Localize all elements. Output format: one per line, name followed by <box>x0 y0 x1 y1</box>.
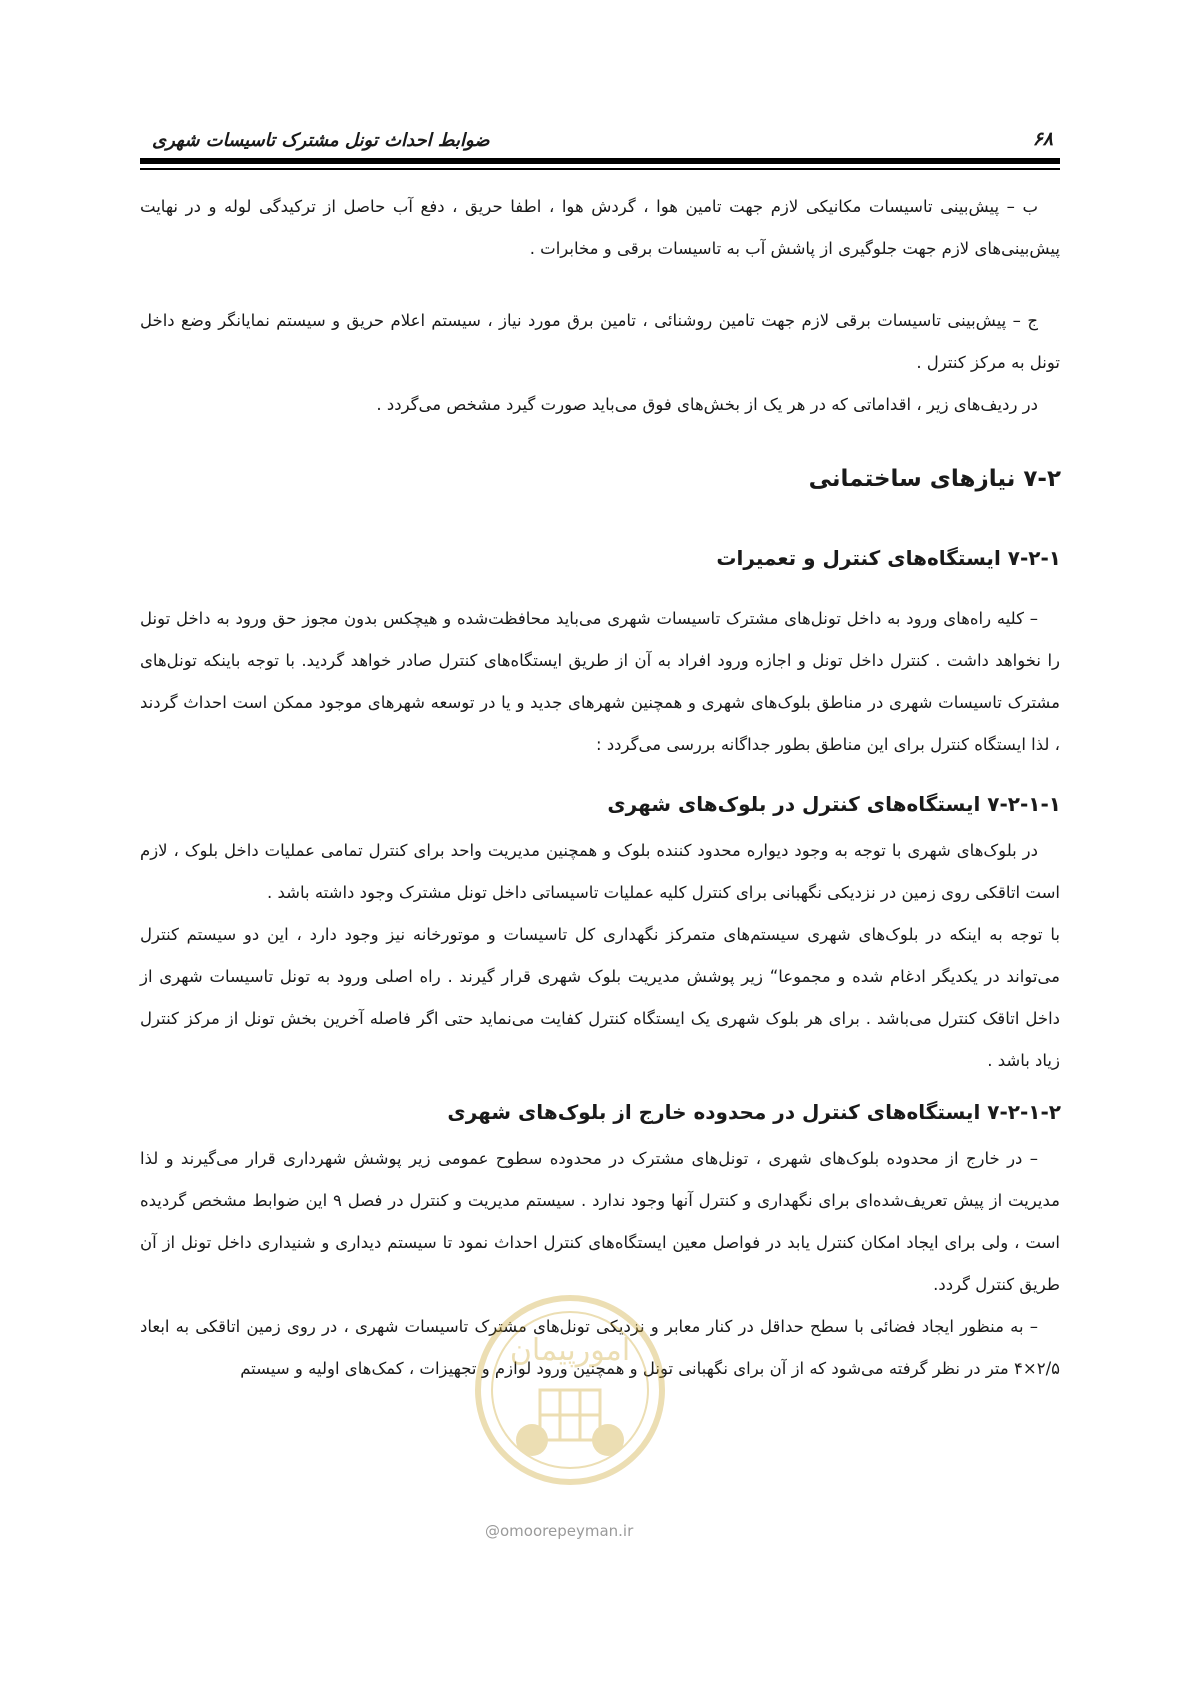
heading-7-2: ۷-۲ نیازهای ساختمانی <box>808 466 1061 492</box>
header-rule-thick <box>140 158 1060 164</box>
watermark-logo <box>470 1290 670 1500</box>
section-outside-blocks-text-a: – در خارج از محدوده بلوک‌های شهری ، تونل‌های مشترک در محدوده سطوح عمومی زیر پوشش شهرداری قرار می‌گیرند و لذا مدیریت از پیش تعریف‌شده‌ای برای نگهداری و کنترل آنها وجود ندارد . سیستم مدیریت و کنترل در فصل ۹ این ضوابط مشخص گردیده است ، ولی برای ایجاد امکان کنترل یابد در فواصل معین ایستگاه‌های کنترل احداث نمود تا سیستم دیداری و شنیداری داخل تونل از آن طریق کنترل گردد. <box>140 1149 1061 1294</box>
watermark-text: امورپیمان <box>509 1333 631 1368</box>
paragraph-intro-rows: در ردیف‌های زیر ، اقداماتی که در هر یک از بخش‌های فوق می‌باید صورت گیرد مشخص می‌گردد . <box>376 395 1038 414</box>
watermark-url: @omoorepeyman.ir <box>485 1522 634 1540</box>
heading-7-2-1-2: ۷-۲-۱-۲ ایستگاه‌های کنترل در محدوده خارج از بلوک‌های شهری <box>447 1100 1061 1124</box>
running-header-title: ضوابط احداث تونل مشترک تاسیسات شهری <box>152 130 490 151</box>
section-urban-blocks-text-a: در بلوک‌های شهری با توجه به وجود دیواره محدود کننده بلوک و همچنین مدیریت واحد برای کنترل تمامی عملیات داخل بلوک ، لازم است اتاقکی روی زمین در نزدیکی نگهبانی برای کنترل کلیه عملیات تاسیساتی داخل تونل مشترک وجود داشته باشد . <box>140 841 1060 902</box>
section-outside-blocks-text-b: – به منظور ایجاد فضائی با سطح حداقل در کنار معابر و نزدیکی تونل‌های مشترک تاسیسات شهری ، در روی زمین اتاقکی به ابعاد ۲/۵×۴ متر در نظر گرفته می‌شود که از آن برای نگهبانی تونل و همچنین ورود لوازم و تجهیزات ، کمک‌های اولیه و سیستم <box>140 1317 1060 1378</box>
heading-7-2-1-1: ۷-۲-۱-۱ ایستگاه‌های کنترل در بلوک‌های شهری <box>607 792 1061 816</box>
watermark-grid <box>540 1390 600 1440</box>
paragraph-mechanical: ب – پیش‌بینی تاسیسات مکانیکی لازم جهت تامین هوا ، گردش هوا ، اطفا حریق ، دفع آب حاصل از ترکیدگی لوله و در نهایت پیش‌بینی‌های لازم جهت جلوگیری از پاشش آب به تاسیسات برقی و مخابرات . <box>140 197 1060 258</box>
page-number: ۶۸ <box>1032 128 1053 150</box>
heading-7-2-1: ۷-۲-۱ ایستگاه‌های کنترل و تعمیرات <box>716 546 1061 570</box>
section-control-stations-text: – کلیه راه‌های ورود به داخل تونل‌های مشترک تاسیسات شهری می‌باید محافظت‌شده و هیچکس بدون مجوز حق ورود به داخل تونل را نخواهد داشت . کنترل داخل تونل و اجازه ورود افراد به آن از طریق ایستگاه‌های کنترل صادر خواهد گردید. با توجه باینکه تونل‌های مشترک تاسیسات شهری در مناطق بلوک‌های شهری و همچنین شهرهای جدید و یا در توسعه شهرهای موجود ممکن است احداث گردند ، لذا ایستگاه کنترل برای این مناطق بطور جداگانه بررسی می‌گردد : <box>140 609 1060 754</box>
paragraph-electrical: ج – پیش‌بینی تاسیسات برقی لازم جهت تامین روشنائی ، تامین برق مورد نیاز ، سیستم اعلام حریق و سیستم نمایانگر وضع داخل تونل به مرکز کنترل . <box>140 311 1060 372</box>
section-urban-blocks-text-b: با توجه به اینکه در بلوک‌های شهری سیستم‌های متمرکز نگهداری کل تاسیسات و موتورخانه نیز وجود دارد ، این دو سیستم کنترل می‌تواند در یکدیگر ادغام شده و مجموعا“ زیر پوشش مدیریت بلوک شهری قرار گیرند . راه اصلی ورود به تونل تاسیسات شهری از داخل اتاقک کنترل می‌باشد . برای هر بلوک شهری یک ایستگاه کنترل کفایت می‌نماید حتی اگر فاصله آخرین بخش تونل از مرکز کنترل زیاد باشد . <box>140 925 1060 1070</box>
header-rule-thin <box>140 168 1060 170</box>
